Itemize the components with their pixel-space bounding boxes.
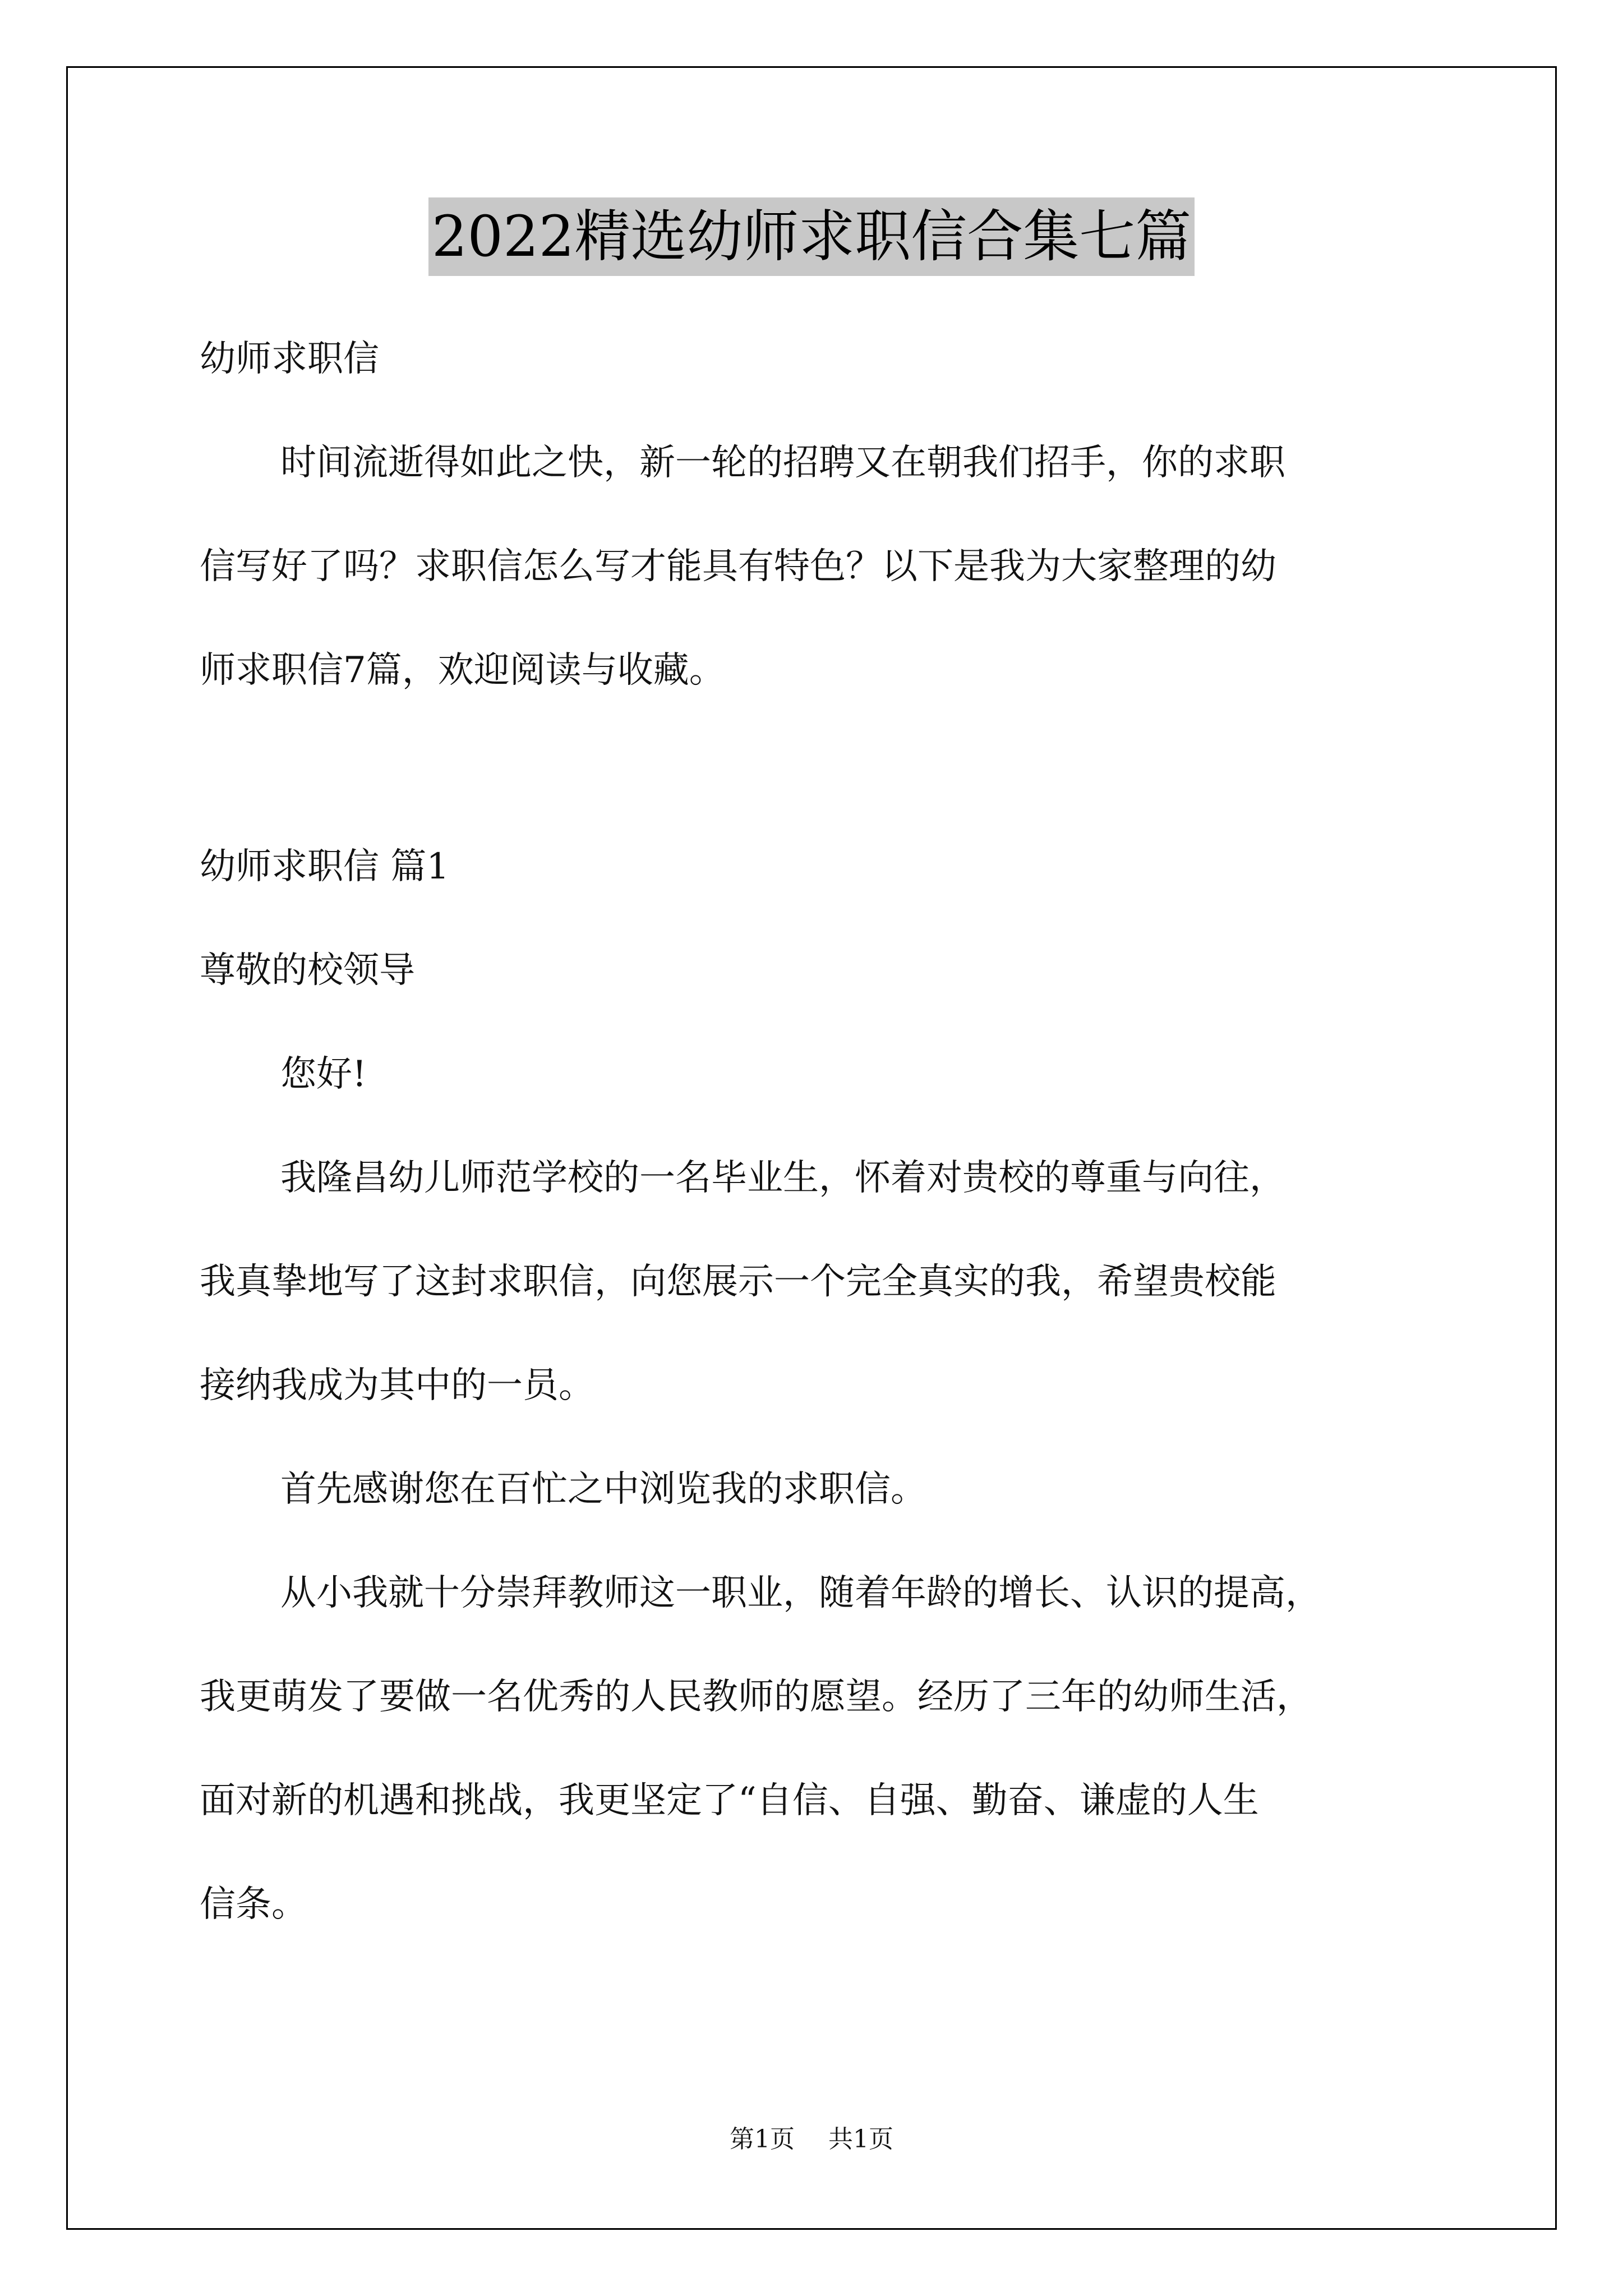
document-title: 2022精选幼师求职信合集七篇 xyxy=(428,197,1195,276)
paragraph-line: 时间流逝得如此之快，新一轮的招聘又在朝我们招手，你的求职 xyxy=(280,442,1285,484)
section-heading: 幼师求职信 xyxy=(200,338,379,380)
greeting: 您好! xyxy=(280,1053,367,1095)
paragraph-line: 师求职信7篇，欢迎阅读与收藏。 xyxy=(200,650,725,691)
paragraph-line: 接纳我成为其中的一员。 xyxy=(200,1365,594,1406)
paragraph-line: 我真挚地写了这封求职信，向您展示一个完全真实的我，希望贵校能 xyxy=(200,1261,1276,1303)
paragraph-line: 面对新的机遇和挑战，我更坚定了“自信、自强、勤奋、谦虚的人生 xyxy=(200,1780,1259,1821)
paragraph-line: 我隆昌幼儿师范学校的一名毕业生，怀着对贵校的尊重与向往， xyxy=(280,1157,1285,1199)
paragraph-line: 信条。 xyxy=(200,1884,307,1925)
paragraph-line: 从小我就十分崇拜教师这一职业，随着年龄的增长、认识的提高， xyxy=(280,1572,1321,1614)
paragraph-line: 信写好了吗？求职信怎么写才能具有特色？以下是我为大家整理的幼 xyxy=(200,546,1276,587)
salutation: 尊敬的校领导 xyxy=(200,950,415,991)
title-container xyxy=(0,197,1623,276)
page-footer xyxy=(0,2123,1623,2156)
paragraph-line: 首先感谢您在百忙之中浏览我的求职信。 xyxy=(280,1469,926,1510)
paragraph-line: 我更萌发了要做一名优秀的人民教师的愿望。经历了三年的幼师生活， xyxy=(200,1676,1312,1718)
page-total: 共1页 xyxy=(828,2125,893,2154)
chapter-heading: 幼师求职信 篇1 xyxy=(200,846,450,887)
page-number: 第1页 xyxy=(730,2125,795,2154)
